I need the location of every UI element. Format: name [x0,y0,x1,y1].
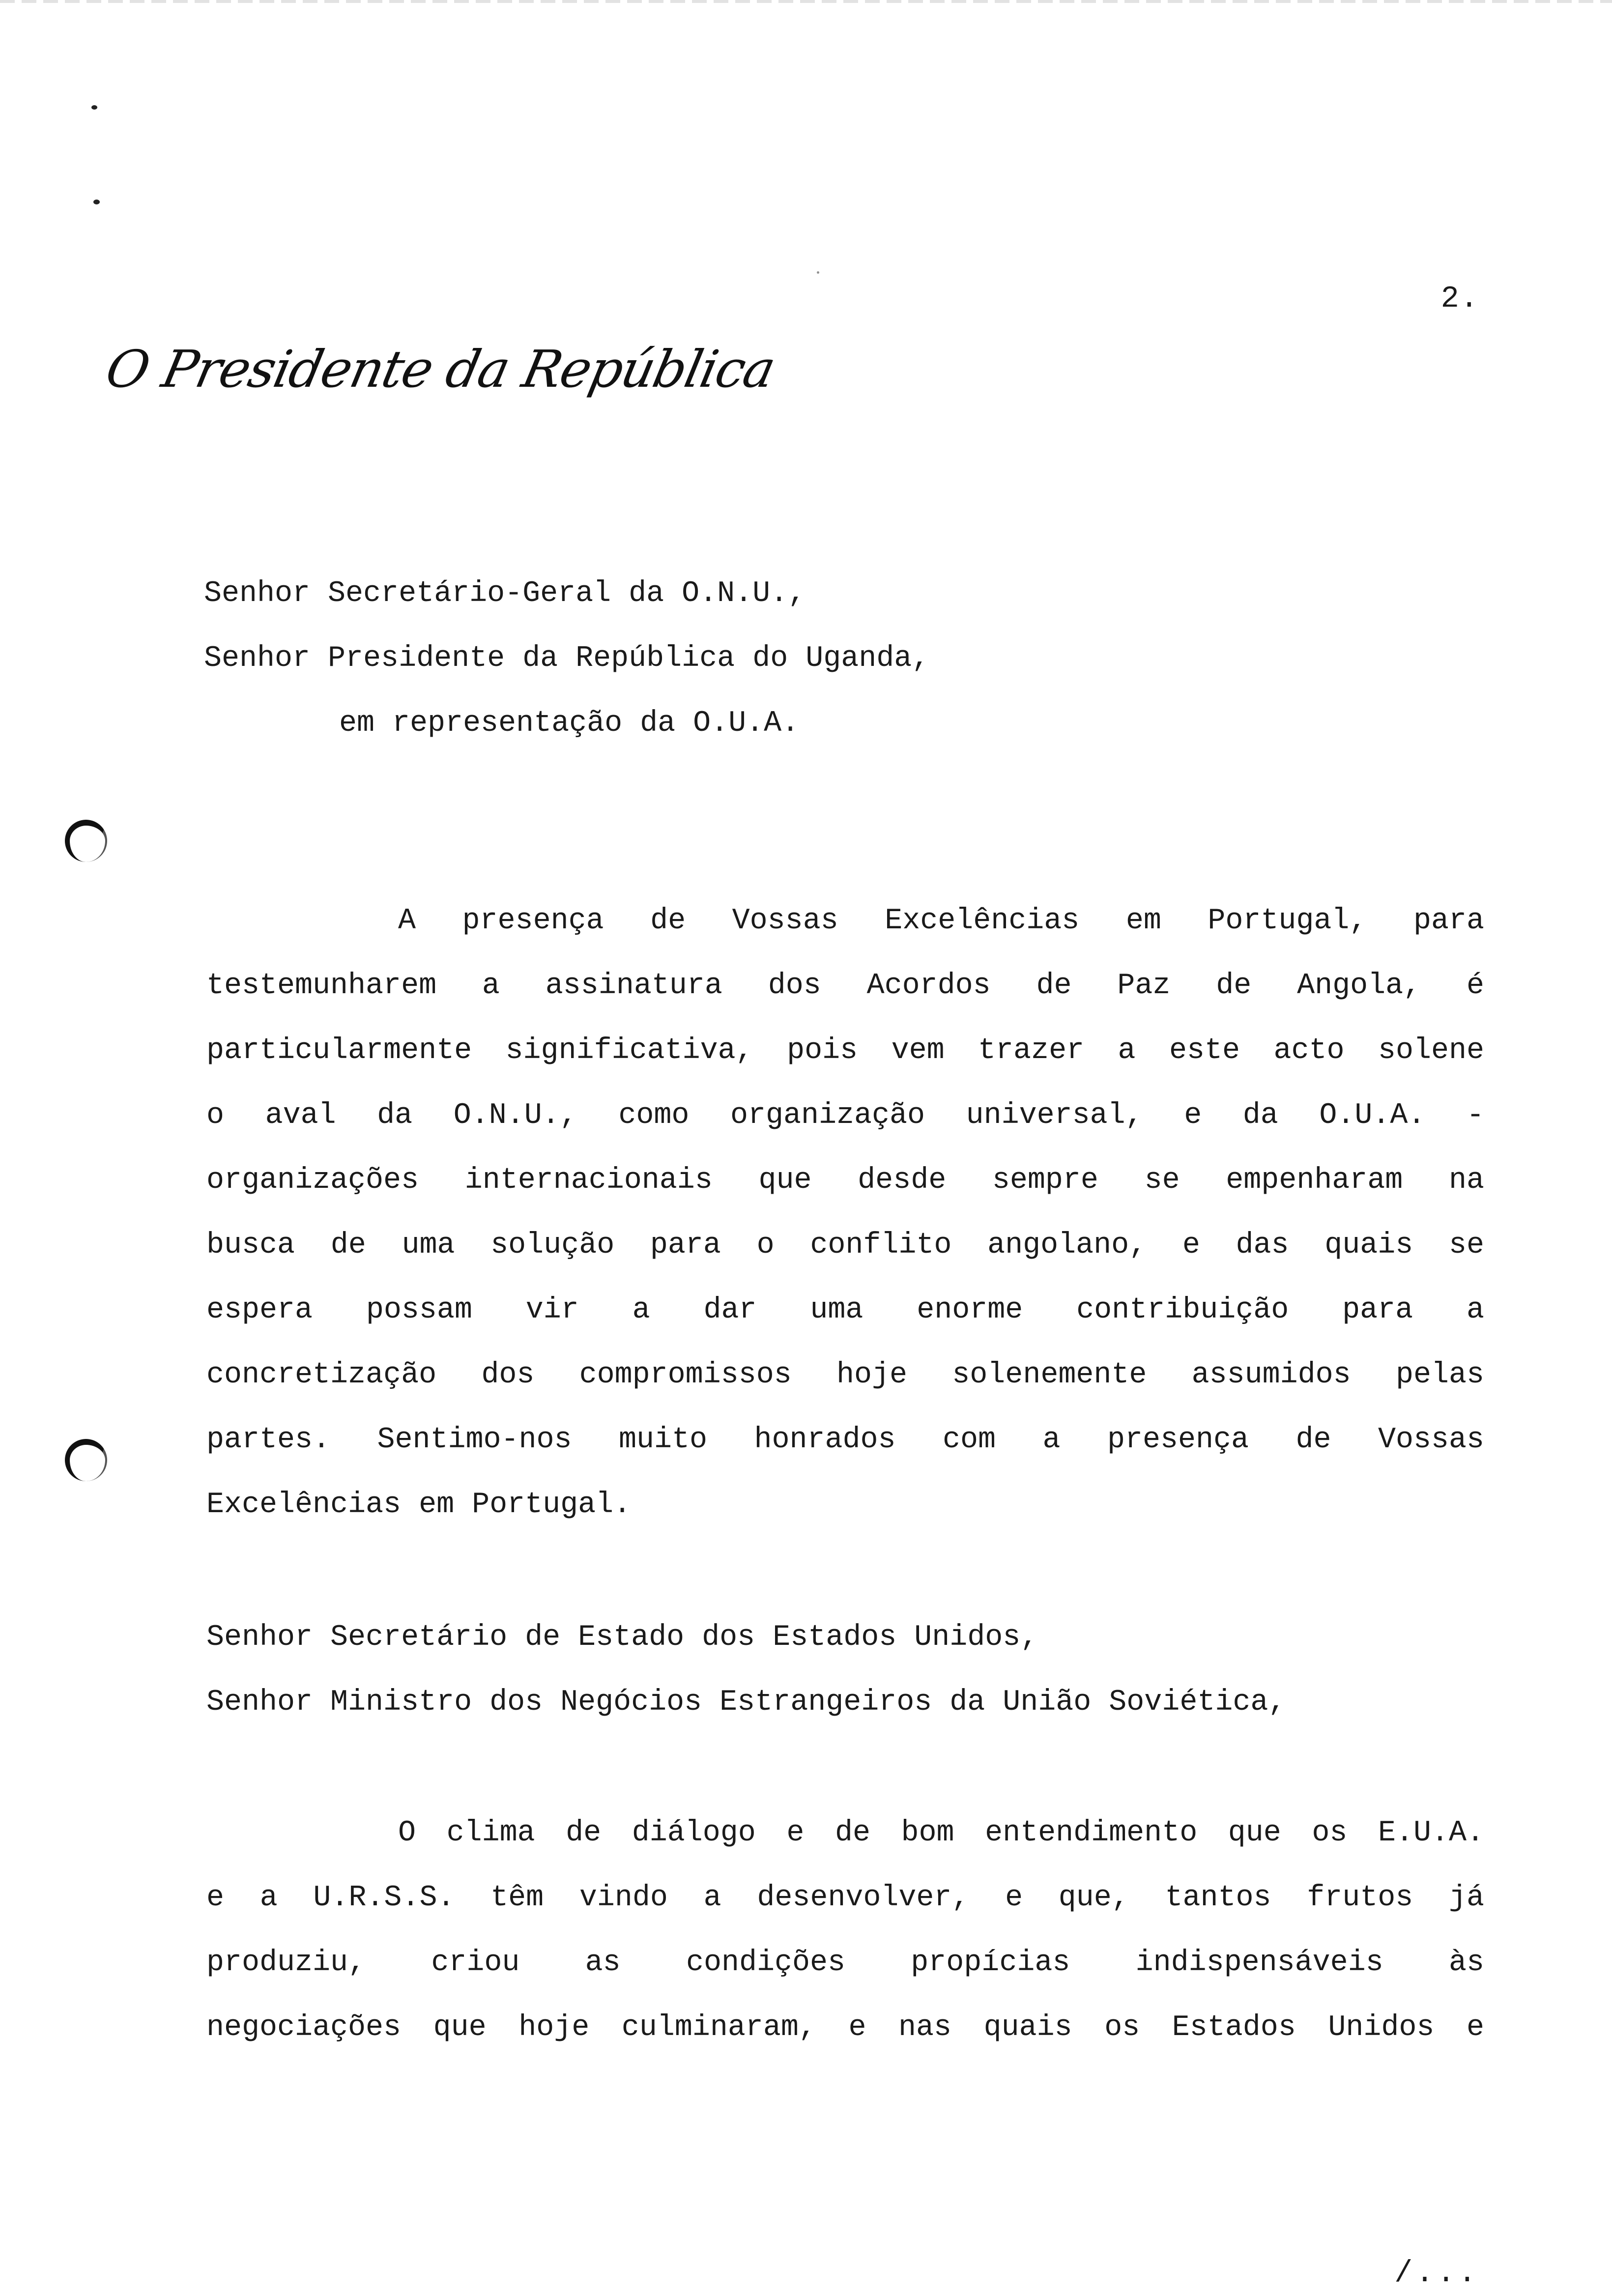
salutation-line: Senhor Presidente da República do Uganda, [204,642,930,675]
paragraph-line: organizações internacionais que desde sempre se empenharam na [206,1164,1484,1197]
paragraph-2 [206,1801,1484,2060]
paragraph-line: partes. Sentimo-nos muito honrados com a presença de Vossas [206,1423,1484,1457]
scan-speck [93,200,100,204]
paragraph-line: espera possam vir a dar uma enorme contribuição para a [206,1293,1484,1327]
scan-speck [91,105,97,110]
paragraph-line: o aval da O.N.U., como organização universal, e da O.U.A. - [206,1099,1484,1132]
scan-top-edge [0,0,1612,3]
page-number: 2. [1440,281,1479,316]
paragraph-line: O clima de diálogo e de bom entendimento que os E.U.A. [398,1816,1484,1850]
paragraph-1 [206,889,1484,1537]
paragraph-line: busca de uma solução para o conflito angolano, e das quais se [206,1229,1484,1262]
paragraph-line: particularmente significativa, pois vem trazer a este acto solene [206,1034,1484,1067]
scan-speck [817,271,819,274]
punch-hole-bottom [65,1439,107,1481]
salutation-line: Senhor Secretário de Estado dos Estados Unidos, [206,1621,1038,1654]
letterhead-presidente-da-republica: O Presidente da República [101,339,780,399]
salutation-line: Senhor Secretário-Geral da O.N.U., [204,577,806,610]
salutation-line: Senhor Ministro dos Negócios Estrangeiros da União Soviética, [206,1686,1286,1719]
paragraph-line: concretização dos compromissos hoje solenemente assumidos pelas [206,1358,1484,1392]
paragraph-line: produziu, criou as condições propícias indispensáveis às [206,1946,1484,1980]
paragraph-line: A presença de Vossas Excelências em Portugal, para [398,904,1484,938]
salutation-line: em representação da O.U.A. [339,707,800,740]
paragraph-line: testemunharem a assinatura dos Acordos de Paz de Angola, é [206,969,1484,1003]
paragraph-line: negociações que hoje culminaram, e nas quais os Estados Unidos e [206,2011,1484,2044]
punch-hole-top [65,820,107,862]
paragraph-line: e a U.R.S.S. têm vindo a desenvolver, e que, tantos frutos já [206,1881,1484,1915]
paragraph-last-line: Excelências em Portugal. [206,1488,632,1521]
continuation-mark: /... [1394,2256,1479,2291]
